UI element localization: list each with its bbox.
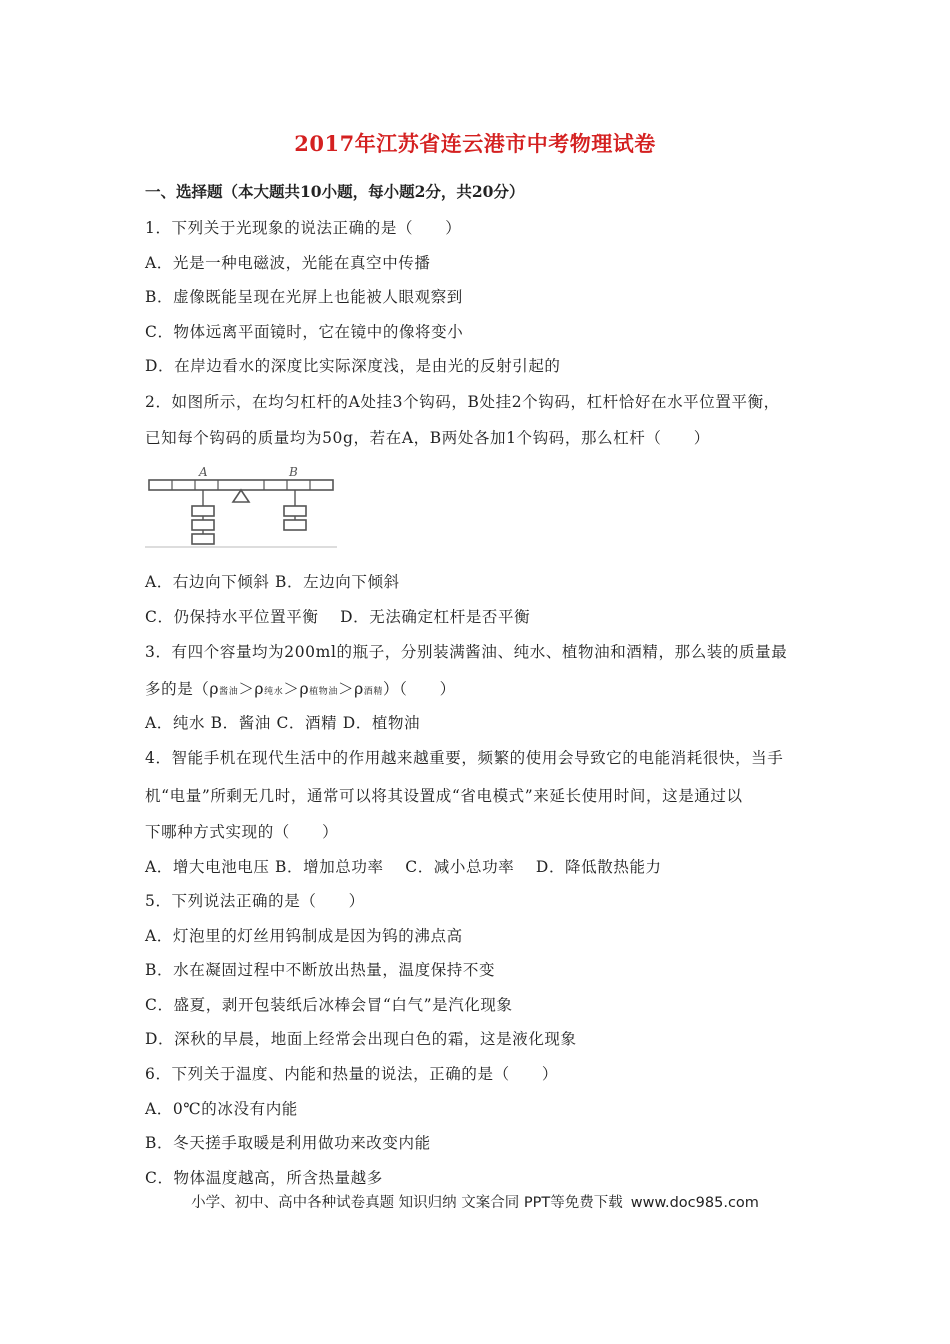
- lever-diagram: [145, 462, 337, 548]
- question-4-line-2: 机“电量”所剩无几时，通常可以将其设置成“省电模式”来延长使用时间，这是通过以: [145, 787, 743, 805]
- question-6-option-a: A．0℃的冰没有内能: [145, 1100, 298, 1118]
- question-4-line-3: 下哪种方式实现的（ ）: [145, 823, 339, 841]
- question-6-option-c: C．物体温度越高，所含热量越多: [145, 1169, 383, 1187]
- section-heading: 一、选择题（本大题共10小题，每小题2分，共20分）: [145, 182, 525, 201]
- question-6: 6．下列关于温度、内能和热量的说法，正确的是（ ）: [145, 1065, 558, 1083]
- weight-a-1: [192, 506, 214, 516]
- question-2-line-2: 已知每个钩码的质量均为50g，若在A，B两处各加1个钩码，那么杠杆（ ）: [145, 429, 710, 447]
- label-a: A: [199, 465, 208, 479]
- question-3-options: A．纯水 B．酱油 C．酒精 D．植物油: [145, 714, 421, 732]
- lever-bar: [149, 480, 333, 490]
- question-6-option-b: B．冬天搓手取暖是利用做功来改变内能: [145, 1134, 431, 1152]
- weight-b-2: [284, 520, 306, 530]
- question-1-option-b: B．虚像既能呈现在光屏上也能被人眼观察到: [145, 288, 463, 306]
- question-2-options-ab: A．右边向下倾斜 B．左边向下倾斜: [145, 573, 400, 591]
- question-4-options: A．增大电池电压 B．增加总功率 C．减小总功率 D．降低散热能力: [145, 858, 662, 876]
- question-1-option-c: C．物体远离平面镜时，它在镜中的像将变小: [145, 323, 464, 341]
- question-2-options-cd: C．仍保持水平位置平衡 D．无法确定杠杆是否平衡: [145, 608, 531, 626]
- fulcrum: [233, 490, 249, 502]
- question-5: 5．下列说法正确的是（ ）: [145, 892, 365, 910]
- question-5-option-b: B．水在凝固过程中不断放出热量，温度保持不变: [145, 961, 496, 979]
- lever-divisions: [172, 480, 310, 490]
- question-3-line-1: 3．有四个容量均为200ml的瓶子，分别装满酱油、纯水、植物油和酒精，那么装的质量最: [145, 643, 788, 661]
- question-1: 1．下列关于光现象的说法正确的是（ ）: [145, 219, 462, 237]
- question-5-option-d: D．深秋的早晨，地面上经常会出现白色的霜，这是液化现象: [145, 1030, 577, 1048]
- question-1-option-a: A．光是一种电磁波，光能在真空中传播: [145, 254, 431, 272]
- footer-text: 小学、初中、高中各种试卷真题 知识归纳 文案合同 PPT等免费下载: [191, 1195, 623, 1211]
- footer: [0, 1191, 950, 1212]
- weight-a-2: [192, 520, 214, 530]
- question-5-option-c: C．盛夏，剥开包装纸后冰棒会冒“白气”是汽化现象: [145, 996, 513, 1014]
- question-4-line-1: 4．智能手机在现代生活中的作用越来越重要，频繁的使用会导致它的电能消耗很快，当手: [145, 749, 784, 767]
- page-title: 2017年江苏省连云港市中考物理试卷: [294, 131, 656, 156]
- label-b: B: [289, 465, 298, 479]
- question-3-line-2: 多的是（ρ酱油＞ρ纯水＞ρ植物油＞ρ酒精）（ ）: [145, 680, 456, 698]
- footer-url[interactable]: www.doc985.com: [630, 1195, 759, 1211]
- question-1-option-d: D．在岸边看水的深度比实际深度浅，是由光的反射引起的: [145, 357, 561, 375]
- question-2-line-1: 2．如图所示，在均匀杠杆的A处挂3个钩码，B处挂2个钩码，杠杆恰好在水平位置平衡，: [145, 393, 780, 411]
- question-5-option-a: A．灯泡里的灯丝用钨制成是因为钨的沸点高: [145, 927, 463, 945]
- weight-a-3: [192, 534, 214, 544]
- weight-b-1: [284, 506, 306, 516]
